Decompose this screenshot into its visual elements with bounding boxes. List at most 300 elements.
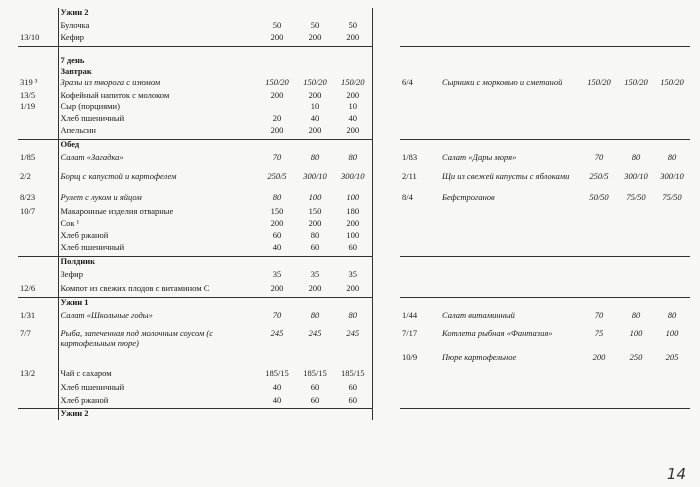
table-row <box>18 126 690 139</box>
dish-name <box>58 353 258 369</box>
column-gap <box>372 329 400 353</box>
portion-value <box>296 256 334 270</box>
alt-dish-code: 1/83 <box>402 153 418 162</box>
portion-value: 200 <box>270 126 284 135</box>
alt-portion-value <box>618 46 654 56</box>
portion-value: 200 <box>308 284 322 293</box>
alt-portion-value: 100 <box>665 329 679 338</box>
alt-portion-value <box>618 139 654 153</box>
dish-name: Булочка <box>58 21 258 33</box>
table-row <box>18 46 690 56</box>
dish-code: 13/5 <box>20 91 36 100</box>
portion-value: 200 <box>308 33 322 42</box>
portion-value: 200 <box>270 33 284 42</box>
dish-name: Кефир <box>58 33 258 46</box>
portion-value: 80 <box>272 193 282 202</box>
portion-value <box>334 353 372 369</box>
alt-dish-name: Щи из свежей капусты с яблоками <box>442 172 570 181</box>
column-gap <box>372 153 400 172</box>
menu-table <box>18 8 690 420</box>
portion-value: 40 <box>310 114 320 123</box>
alt-portion-value <box>618 207 654 219</box>
alt-dish-code <box>400 33 440 46</box>
dish-name: Обед <box>58 139 258 153</box>
portion-value: 35 <box>272 270 282 279</box>
alt-dish-code <box>400 21 440 33</box>
alt-portion-value <box>618 243 654 256</box>
dish-name: Борщ с капустой и картофелем <box>58 172 258 193</box>
dish-name: Компот из свежих плодов с витамином С <box>58 284 258 297</box>
dish-code: 13/2 <box>20 369 36 378</box>
dish-name: Ужин 2 <box>58 8 258 21</box>
alt-portion-value <box>580 243 618 256</box>
column-gap <box>372 56 400 67</box>
column-gap <box>372 46 400 56</box>
alt-portion-value <box>654 219 690 231</box>
dish-code <box>18 67 58 78</box>
alt-dish-code <box>400 207 440 219</box>
portion-value <box>258 56 296 67</box>
portion-value: 200 <box>334 284 372 297</box>
alt-portion-value: 150/20 <box>587 78 611 87</box>
dish-code: 1/19 <box>20 102 36 111</box>
portion-value <box>296 46 334 56</box>
alt-portion-value: 80 <box>631 311 641 320</box>
dish-name: Макаронные изделия отварные <box>58 207 258 219</box>
dish-code: 1/85 <box>20 153 36 162</box>
dish-name: Хлеб ржаной <box>58 396 258 408</box>
dish-code <box>18 256 58 270</box>
portion-value: 250/5 <box>267 172 287 181</box>
portion-value: 150/20 <box>265 78 289 87</box>
table-row <box>18 78 690 91</box>
portion-value <box>258 102 296 114</box>
portion-value: 80 <box>334 153 372 172</box>
column-gap <box>372 102 400 114</box>
portion-value: 80 <box>310 231 320 240</box>
alt-dish-name <box>440 369 580 383</box>
portion-value: 245 <box>308 329 322 338</box>
column-gap <box>372 172 400 193</box>
table-row <box>18 297 690 311</box>
table-row <box>18 270 690 284</box>
alt-portion-value: 70 <box>594 153 604 162</box>
dish-name: Апельсин <box>58 126 258 139</box>
alt-portion-value <box>580 369 618 383</box>
alt-portion-value <box>654 67 690 78</box>
portion-value: 100 <box>308 193 322 202</box>
portion-value: 60 <box>334 243 372 256</box>
alt-dish-code <box>400 256 440 270</box>
column-gap <box>372 91 400 102</box>
alt-portion-value <box>580 284 618 297</box>
page-number: 14 <box>666 465 686 483</box>
alt-portion-value <box>580 256 618 270</box>
alt-portion-value <box>654 33 690 46</box>
alt-portion-value <box>580 408 618 420</box>
alt-dish-name <box>440 383 580 396</box>
alt-portion-value <box>618 56 654 67</box>
portion-value <box>296 67 334 78</box>
alt-portion-value <box>580 8 618 21</box>
alt-portion-value <box>580 21 618 33</box>
table-row <box>18 396 690 408</box>
alt-portion-value <box>618 114 654 126</box>
column-gap <box>372 219 400 231</box>
alt-portion-value <box>654 91 690 102</box>
column-gap <box>372 33 400 46</box>
alt-portion-value: 80 <box>631 153 641 162</box>
alt-dish-name <box>440 231 580 243</box>
dish-name: Зразы из творога с изюмом <box>58 78 258 91</box>
dish-code <box>18 353 58 369</box>
portion-value <box>258 8 296 21</box>
alt-dish-code <box>400 46 440 56</box>
dish-code <box>18 56 58 67</box>
alt-dish-code <box>400 383 440 396</box>
portion-value: 60 <box>310 243 320 252</box>
alt-portion-value <box>618 231 654 243</box>
portion-value: 50 <box>310 21 320 30</box>
dish-code: 8/23 <box>20 193 36 202</box>
table-row <box>18 56 690 67</box>
column-gap <box>372 78 400 91</box>
column-gap <box>372 256 400 270</box>
alt-dish-name <box>440 297 580 311</box>
table-row <box>18 207 690 219</box>
alt-portion-value <box>654 396 690 408</box>
alt-portion-value <box>654 408 690 420</box>
alt-portion-value <box>654 46 690 56</box>
alt-dish-code <box>400 139 440 153</box>
alt-dish-code: 7/17 <box>402 329 418 338</box>
alt-portion-value <box>580 114 618 126</box>
dish-name: Ужин 2 <box>58 408 258 420</box>
dish-code: 12/6 <box>20 284 36 293</box>
portion-value: 10 <box>334 102 372 114</box>
alt-dish-code <box>400 270 440 284</box>
dish-name: Ужин 1 <box>58 297 258 311</box>
alt-portion-value <box>580 33 618 46</box>
table-row <box>18 329 690 353</box>
alt-portion-value <box>580 102 618 114</box>
dish-name: Чай с сахаром <box>58 369 258 383</box>
alt-dish-name <box>440 46 580 56</box>
alt-portion-value <box>618 408 654 420</box>
menu-body <box>18 8 690 420</box>
table-row <box>18 408 690 420</box>
alt-portion-value <box>618 126 654 139</box>
dish-code <box>18 8 58 21</box>
alt-dish-name <box>440 126 580 139</box>
alt-portion-value <box>618 383 654 396</box>
alt-portion-value <box>618 102 654 114</box>
table-row <box>18 231 690 243</box>
alt-portion-value: 250 <box>629 353 643 362</box>
portion-value: 70 <box>272 311 282 320</box>
dish-code <box>18 270 58 284</box>
portion-value <box>334 8 372 21</box>
alt-portion-value <box>580 91 618 102</box>
portion-value: 200 <box>308 219 322 228</box>
alt-portion-value: 80 <box>667 311 677 320</box>
alt-portion-value: 150/20 <box>624 78 648 87</box>
table-row <box>18 172 690 193</box>
dish-code <box>18 126 58 139</box>
alt-portion-value <box>580 396 618 408</box>
alt-portion-value <box>654 243 690 256</box>
dish-code <box>18 383 58 396</box>
alt-portion-value: 250/5 <box>589 172 609 181</box>
alt-dish-code <box>400 114 440 126</box>
alt-dish-name <box>440 396 580 408</box>
portion-value: 60 <box>310 396 320 405</box>
alt-dish-code <box>400 219 440 231</box>
portion-value: 80 <box>310 311 320 320</box>
column-gap <box>372 297 400 311</box>
alt-portion-value: 200 <box>592 353 606 362</box>
column-gap <box>372 243 400 256</box>
column-gap <box>372 193 400 207</box>
portion-value: 100 <box>334 231 372 243</box>
portion-value: 150 <box>308 207 322 216</box>
alt-dish-name <box>440 139 580 153</box>
alt-portion-value: 70 <box>594 311 604 320</box>
alt-portion-value: 205 <box>665 353 679 362</box>
portion-value <box>334 139 372 153</box>
alt-portion-value <box>580 139 618 153</box>
alt-portion-value <box>618 297 654 311</box>
portion-value: 200 <box>334 126 372 139</box>
portion-value: 185/15 <box>265 369 289 378</box>
alt-dish-code: 6/4 <box>402 78 413 87</box>
portion-value <box>334 56 372 67</box>
table-row <box>18 91 690 102</box>
alt-portion-value <box>618 284 654 297</box>
column-gap <box>372 353 400 369</box>
column-gap <box>372 284 400 297</box>
dish-code <box>18 46 58 56</box>
alt-portion-value: 75/50 <box>626 193 646 202</box>
portion-value: 40 <box>272 243 282 252</box>
portion-value <box>258 46 296 56</box>
portion-value <box>296 297 334 311</box>
alt-dish-name <box>440 114 580 126</box>
alt-dish-name <box>440 33 580 46</box>
portion-value: 245 <box>334 329 372 353</box>
alt-portion-value: 75 <box>594 329 604 338</box>
dish-name: Хлеб ржаной <box>58 231 258 243</box>
alt-portion-value: 150/20 <box>660 78 684 87</box>
table-row <box>18 153 690 172</box>
dish-code: 1/31 <box>20 311 36 320</box>
column-gap <box>372 21 400 33</box>
dish-name: Рыба, запеченная под молочным соусом (с картофельным пюре) <box>58 329 258 353</box>
dish-code <box>18 297 58 311</box>
dish-name: Кофейный напиток с молоком <box>58 91 258 102</box>
alt-portion-value <box>618 369 654 383</box>
alt-dish-code <box>400 56 440 67</box>
portion-value: 200 <box>308 126 322 135</box>
alt-portion-value <box>654 56 690 67</box>
alt-portion-value <box>654 21 690 33</box>
alt-portion-value: 300/10 <box>624 172 648 181</box>
portion-value: 150/20 <box>303 78 327 87</box>
column-gap <box>372 126 400 139</box>
dish-code: 7/7 <box>20 329 31 338</box>
portion-value <box>258 408 296 420</box>
portion-value <box>296 353 334 369</box>
alt-dish-name <box>440 67 580 78</box>
alt-portion-value: 50/50 <box>589 193 609 202</box>
alt-portion-value <box>654 231 690 243</box>
portion-value: 60 <box>310 383 320 392</box>
portion-value: 35 <box>334 270 372 284</box>
table-row <box>18 219 690 231</box>
alt-portion-value <box>580 383 618 396</box>
column-gap <box>372 396 400 408</box>
alt-portion-value <box>654 256 690 270</box>
alt-portion-value <box>618 219 654 231</box>
table-row <box>18 102 690 114</box>
dish-code <box>18 114 58 126</box>
portion-value <box>296 8 334 21</box>
dish-code <box>18 219 58 231</box>
alt-portion-value <box>618 270 654 284</box>
column-gap <box>372 369 400 383</box>
alt-dish-code <box>400 408 440 420</box>
dish-code: 319 ³ <box>20 78 38 87</box>
dish-code: 13/10 <box>20 33 40 42</box>
alt-dish-code <box>400 231 440 243</box>
table-row <box>18 139 690 153</box>
alt-portion-value <box>580 207 618 219</box>
alt-portion-value: 80 <box>667 153 677 162</box>
alt-portion-value <box>654 8 690 21</box>
portion-value: 185/15 <box>334 369 372 383</box>
alt-portion-value: 100 <box>629 329 643 338</box>
alt-portion-value <box>654 139 690 153</box>
alt-portion-value <box>580 46 618 56</box>
alt-dish-name <box>440 102 580 114</box>
alt-dish-code <box>400 67 440 78</box>
alt-dish-code <box>400 8 440 21</box>
portion-value: 10 <box>310 102 320 111</box>
column-gap <box>372 207 400 219</box>
column-gap <box>372 139 400 153</box>
alt-dish-code <box>400 243 440 256</box>
alt-dish-name: Салат витаминный <box>442 311 515 320</box>
dish-name: Хлеб пшеничный <box>58 383 258 396</box>
dish-name: Хлеб пшеничный <box>58 114 258 126</box>
alt-portion-value <box>654 126 690 139</box>
table-row <box>18 383 690 396</box>
dish-code <box>18 396 58 408</box>
portion-value: 185/15 <box>303 369 327 378</box>
dish-name: Завтрак <box>58 67 258 78</box>
alt-dish-code: 1/44 <box>402 311 418 320</box>
alt-dish-code <box>400 297 440 311</box>
alt-portion-value <box>580 297 618 311</box>
portion-value <box>334 46 372 56</box>
portion-value <box>258 353 296 369</box>
portion-value: 200 <box>270 284 284 293</box>
alt-dish-name: Бефстроганов <box>442 193 495 202</box>
dish-name: Зефир <box>58 270 258 284</box>
portion-value: 200 <box>308 91 322 100</box>
dish-name <box>58 46 258 56</box>
portion-value: 50 <box>272 21 282 30</box>
dish-code <box>18 139 58 153</box>
portion-value: 300/10 <box>303 172 327 181</box>
alt-dish-code <box>400 126 440 139</box>
portion-value: 200 <box>334 219 372 231</box>
portion-value: 40 <box>334 114 372 126</box>
table-row <box>18 311 690 329</box>
portion-value <box>258 67 296 78</box>
portion-value: 100 <box>334 193 372 207</box>
portion-value: 70 <box>272 153 282 162</box>
alt-portion-value <box>580 270 618 284</box>
dish-code: 2/2 <box>20 172 31 181</box>
dish-name: Рулет с луком и яйцом <box>58 193 258 207</box>
alt-portion-value <box>654 114 690 126</box>
alt-portion-value <box>618 91 654 102</box>
alt-portion-value <box>654 297 690 311</box>
column-gap <box>372 231 400 243</box>
alt-portion-value <box>580 56 618 67</box>
alt-dish-code: 10/9 <box>402 353 418 362</box>
alt-dish-code: 8/4 <box>402 193 413 202</box>
portion-value: 60 <box>272 231 282 240</box>
portion-value <box>296 56 334 67</box>
alt-dish-name: Котлета рыбная «Фантазия» <box>442 329 553 338</box>
alt-dish-code <box>400 102 440 114</box>
portion-value: 80 <box>334 311 372 329</box>
alt-portion-value: 300/10 <box>660 172 684 181</box>
portion-value <box>258 139 296 153</box>
alt-portion-value <box>654 284 690 297</box>
portion-value: 80 <box>310 153 320 162</box>
table-row <box>18 256 690 270</box>
dish-code <box>18 231 58 243</box>
portion-value: 40 <box>272 396 282 405</box>
alt-portion-value <box>618 67 654 78</box>
column-gap <box>372 408 400 420</box>
portion-value: 200 <box>270 91 284 100</box>
alt-dish-name <box>440 56 580 67</box>
alt-dish-name <box>440 91 580 102</box>
dish-code: 10/7 <box>20 207 36 216</box>
alt-portion-value <box>618 8 654 21</box>
alt-portion-value <box>618 21 654 33</box>
alt-dish-name <box>440 8 580 21</box>
alt-portion-value <box>654 369 690 383</box>
portion-value <box>334 408 372 420</box>
dish-code <box>18 243 58 256</box>
alt-dish-code: 2/11 <box>402 172 417 181</box>
portion-value: 200 <box>270 219 284 228</box>
alt-dish-name: Сырники с морковью и сметаной <box>442 78 563 87</box>
alt-portion-value <box>618 256 654 270</box>
alt-dish-name <box>440 270 580 284</box>
portion-value: 300/10 <box>334 172 372 193</box>
alt-portion-value <box>580 219 618 231</box>
alt-dish-name <box>440 21 580 33</box>
portion-value: 200 <box>334 33 372 46</box>
alt-portion-value <box>580 126 618 139</box>
alt-dish-name: Пюре картофельное <box>442 353 517 362</box>
